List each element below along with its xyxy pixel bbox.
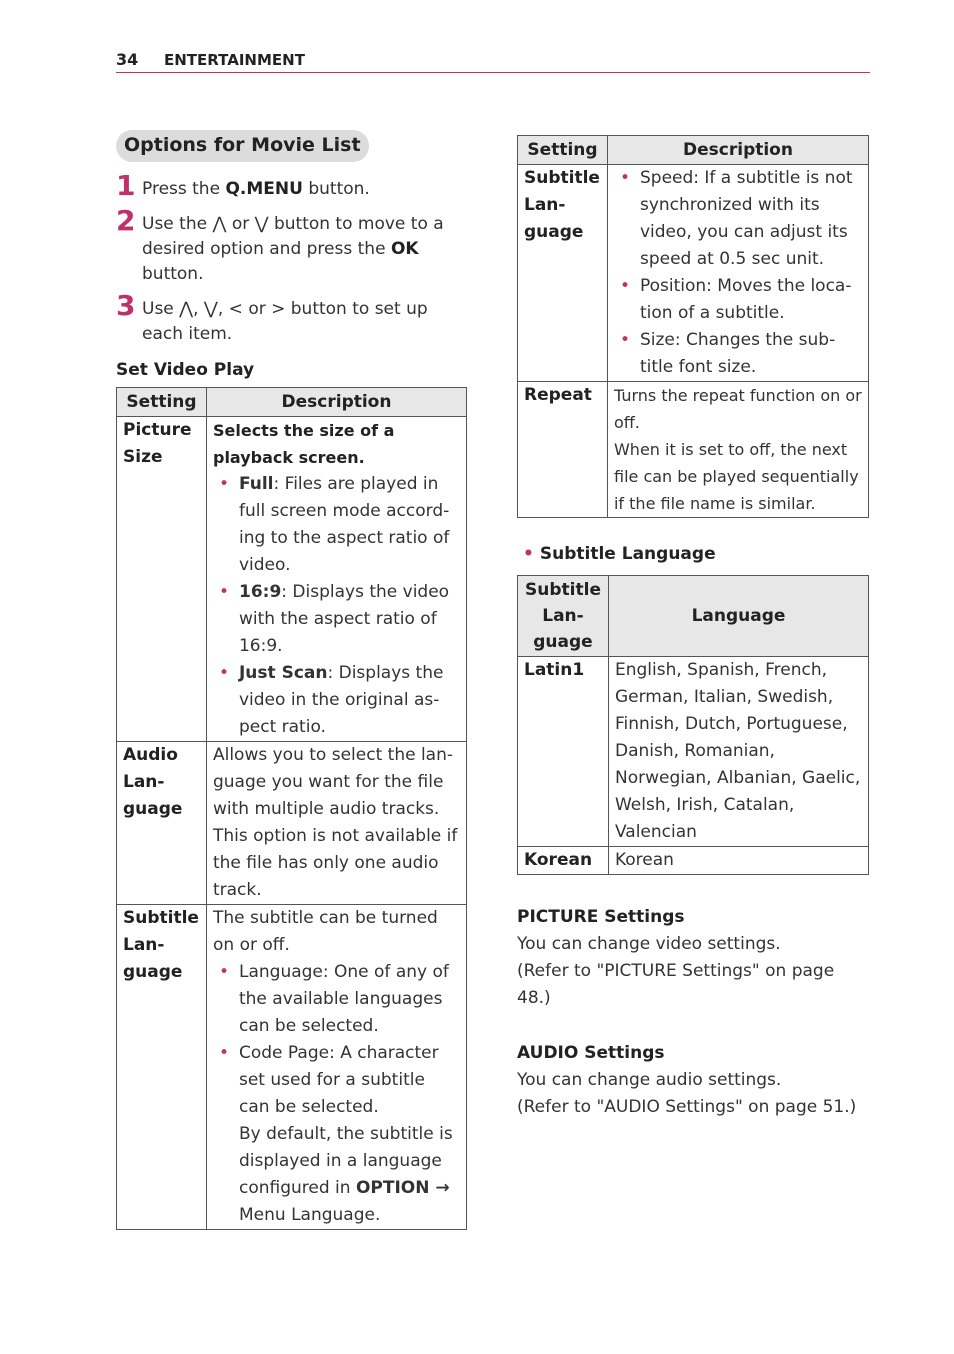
setting-picture-size: Picture Size <box>117 417 207 742</box>
subtitle-language-table <box>517 575 869 875</box>
step-text: Press the Q.MENU button. <box>142 179 370 199</box>
table-row <box>518 847 869 875</box>
repeat-description: Turns the repeat function on or off. When it is set to off, the next file can be played sequentially if the file name is similar. <box>607 382 868 518</box>
page-number: 34 <box>116 50 139 69</box>
table-row <box>518 165 869 382</box>
setting-repeat: Repeat <box>518 382 608 518</box>
bullet-code-page: • Code Page: A character set used for a subtitle can be selected. <box>213 1040 460 1121</box>
set-video-play-heading: Set Video Play <box>116 360 255 380</box>
audio-settings <box>517 1040 867 1121</box>
row-key: Korean <box>518 847 609 875</box>
picture-settings-heading: PICTURE Settings <box>517 907 685 927</box>
audio-language-description: Allows you to select the lan-guage you want for the file with multiple audio tracks. This option is not available if the file has only one audio track. <box>206 742 466 905</box>
table-row <box>518 382 869 518</box>
table-row <box>518 657 869 847</box>
setting-subtitle-language: Subtitle Lan-guage <box>518 165 608 382</box>
table-row <box>117 742 467 905</box>
subtitle-language-description <box>206 905 466 1230</box>
audio-settings-heading: AUDIO Settings <box>517 1043 665 1063</box>
row-value: English, Spanish, French, German, Italian, Swedish, Finnish, Dutch, Portuguese, Danish, Romanian, Norwegian, Albanian, Gaelic, Welsh, Irish, Catalan, Valencian <box>608 657 868 847</box>
picture-size-description <box>206 417 466 742</box>
subtitle-lead: The subtitle can be turned on or off. <box>212 908 438 955</box>
subtitle-default-note: By default, the subtitle is displayed in a language configured in OPTION → Menu Language. <box>238 1124 453 1225</box>
setting-audio-language: Audio Lan-guage <box>117 742 207 905</box>
picture-settings-line2: (Refer to "PICTURE Settings" on page 48.) <box>517 961 835 1008</box>
col-description: Description <box>206 388 466 417</box>
options-title: Options for Movie List <box>116 130 369 162</box>
col-setting: Setting <box>518 136 608 165</box>
row-value: Korean <box>608 847 868 875</box>
col-subtitle-language: Subtitle Lan-guage <box>518 576 609 657</box>
step-text: Use ⋀, ⋁, < or > button to set up each item. <box>142 299 428 344</box>
col-language: Language <box>608 576 868 657</box>
bullet-full: • Full: Files are played in full screen mode accord-ing to the aspect ratio of video. <box>213 471 460 579</box>
section-title: ENTERTAINMENT <box>164 51 305 69</box>
audio-settings-line1: You can change audio settings. <box>517 1070 782 1090</box>
row-key: Latin1 <box>518 657 609 847</box>
table-row <box>117 417 467 742</box>
picture-settings <box>517 904 867 1012</box>
set-video-play-table <box>116 387 467 1230</box>
page-header <box>116 50 870 73</box>
audio-settings-line2: (Refer to "AUDIO Settings" on page 51.) <box>517 1097 857 1117</box>
subtitle-language-heading: • Subtitle Language <box>523 544 716 564</box>
step-number: 3 <box>116 289 136 322</box>
setting-subtitle-language: Subtitle Lan-guage <box>117 905 207 1230</box>
bullet-16-9: • 16:9: Displays the video with the aspect ratio of 16:9. <box>213 579 460 660</box>
bullet-position: • Position: Moves the loca-tion of a subtitle. <box>614 273 862 327</box>
bullet-language: • Language: One of any of the available languages can be selected. <box>213 959 460 1040</box>
bullet-speed: • Speed: If a subtitle is not synchronized with its video, you can adjust its speed at 0.5 sec unit. <box>614 165 862 273</box>
col-setting: Setting <box>117 388 207 417</box>
step-number: 1 <box>116 169 136 202</box>
step-text: Use the ⋀ or ⋁ button to move to a desired option and press the OK button. <box>142 214 444 284</box>
step-number: 2 <box>116 204 136 237</box>
picture-size-lead: Selects the size of a playback screen. <box>212 421 395 467</box>
bullet-just-scan: • Just Scan: Displays the video in the original as-pect ratio. <box>213 660 460 741</box>
col-description: Description <box>607 136 868 165</box>
picture-settings-line1: You can change video settings. <box>517 934 781 954</box>
table-row <box>117 905 467 1230</box>
subtitle-options <box>607 165 868 382</box>
bullet-size: • Size: Changes the sub-title font size. <box>614 327 862 381</box>
subtitle-repeat-table <box>517 135 869 518</box>
